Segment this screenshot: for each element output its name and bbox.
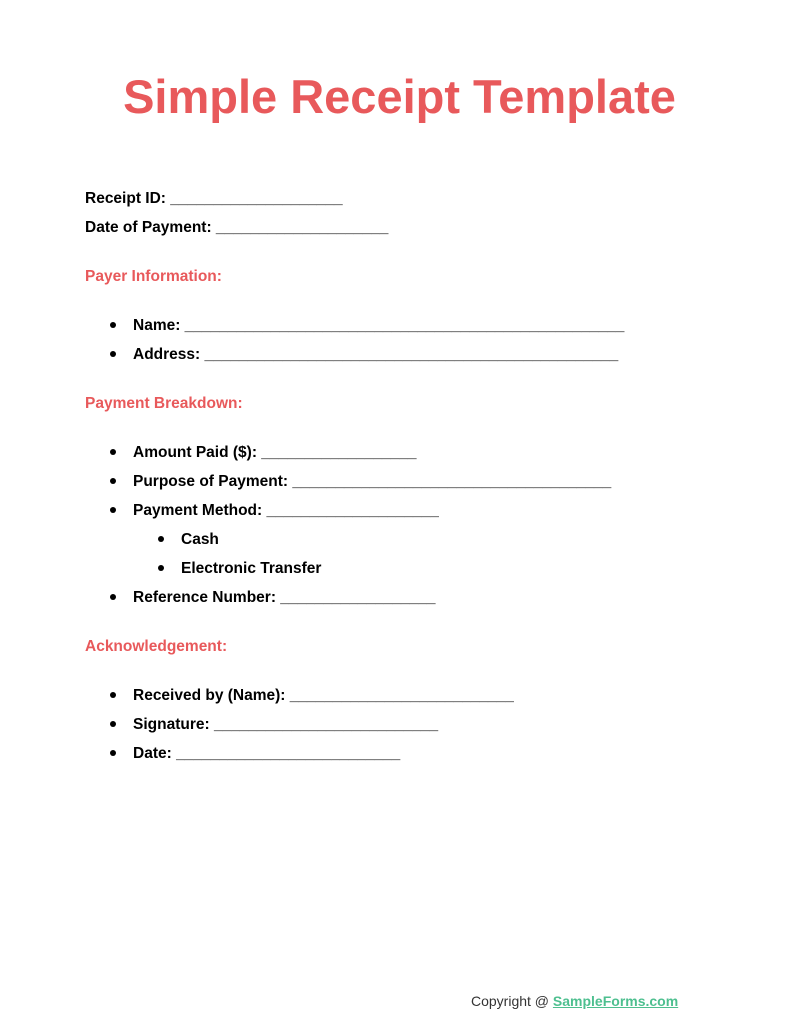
payer-name-field[interactable]: Name: ___________________________________________________ [85,311,725,340]
receipt-id-field[interactable]: Receipt ID: ____________________ [85,190,343,207]
payer-address-field[interactable]: Address: ________________________________________________ [85,340,725,369]
copyright-text: Copyright @ [471,993,553,1009]
payment-breakdown-list [85,438,725,612]
reference-number-field[interactable]: Reference Number: __________________ [85,583,725,612]
copyright-footer [471,990,678,1012]
acknowledgement-heading: Acknowledgement: [85,638,228,655]
payment-method-option-cash: Cash [85,525,725,554]
payer-information-heading: Payer Information: [85,268,222,285]
signature-field[interactable]: Signature: __________________________ [85,710,725,739]
payment-method-field[interactable]: Payment Method: ____________________ [85,496,725,525]
purpose-of-payment-field[interactable]: Purpose of Payment: _____________________________________ [85,467,725,496]
sampleforms-link[interactable]: SampleForms.com [552,993,679,1009]
payment-method-option-electronic-transfer: Electronic Transfer [85,554,725,583]
amount-paid-field[interactable]: Amount Paid ($): __________________ [85,438,725,467]
received-by-field[interactable]: Received by (Name): __________________________ [85,681,725,710]
payer-information-list [85,311,725,369]
date-of-payment-field[interactable]: Date of Payment: ____________________ [85,219,389,236]
page-title: Simple Receipt Template [123,70,676,123]
receipt-form [85,184,725,768]
date-field[interactable]: Date: __________________________ [85,739,725,768]
payment-breakdown-heading: Payment Breakdown: [85,395,243,412]
acknowledgement-list [85,681,725,768]
